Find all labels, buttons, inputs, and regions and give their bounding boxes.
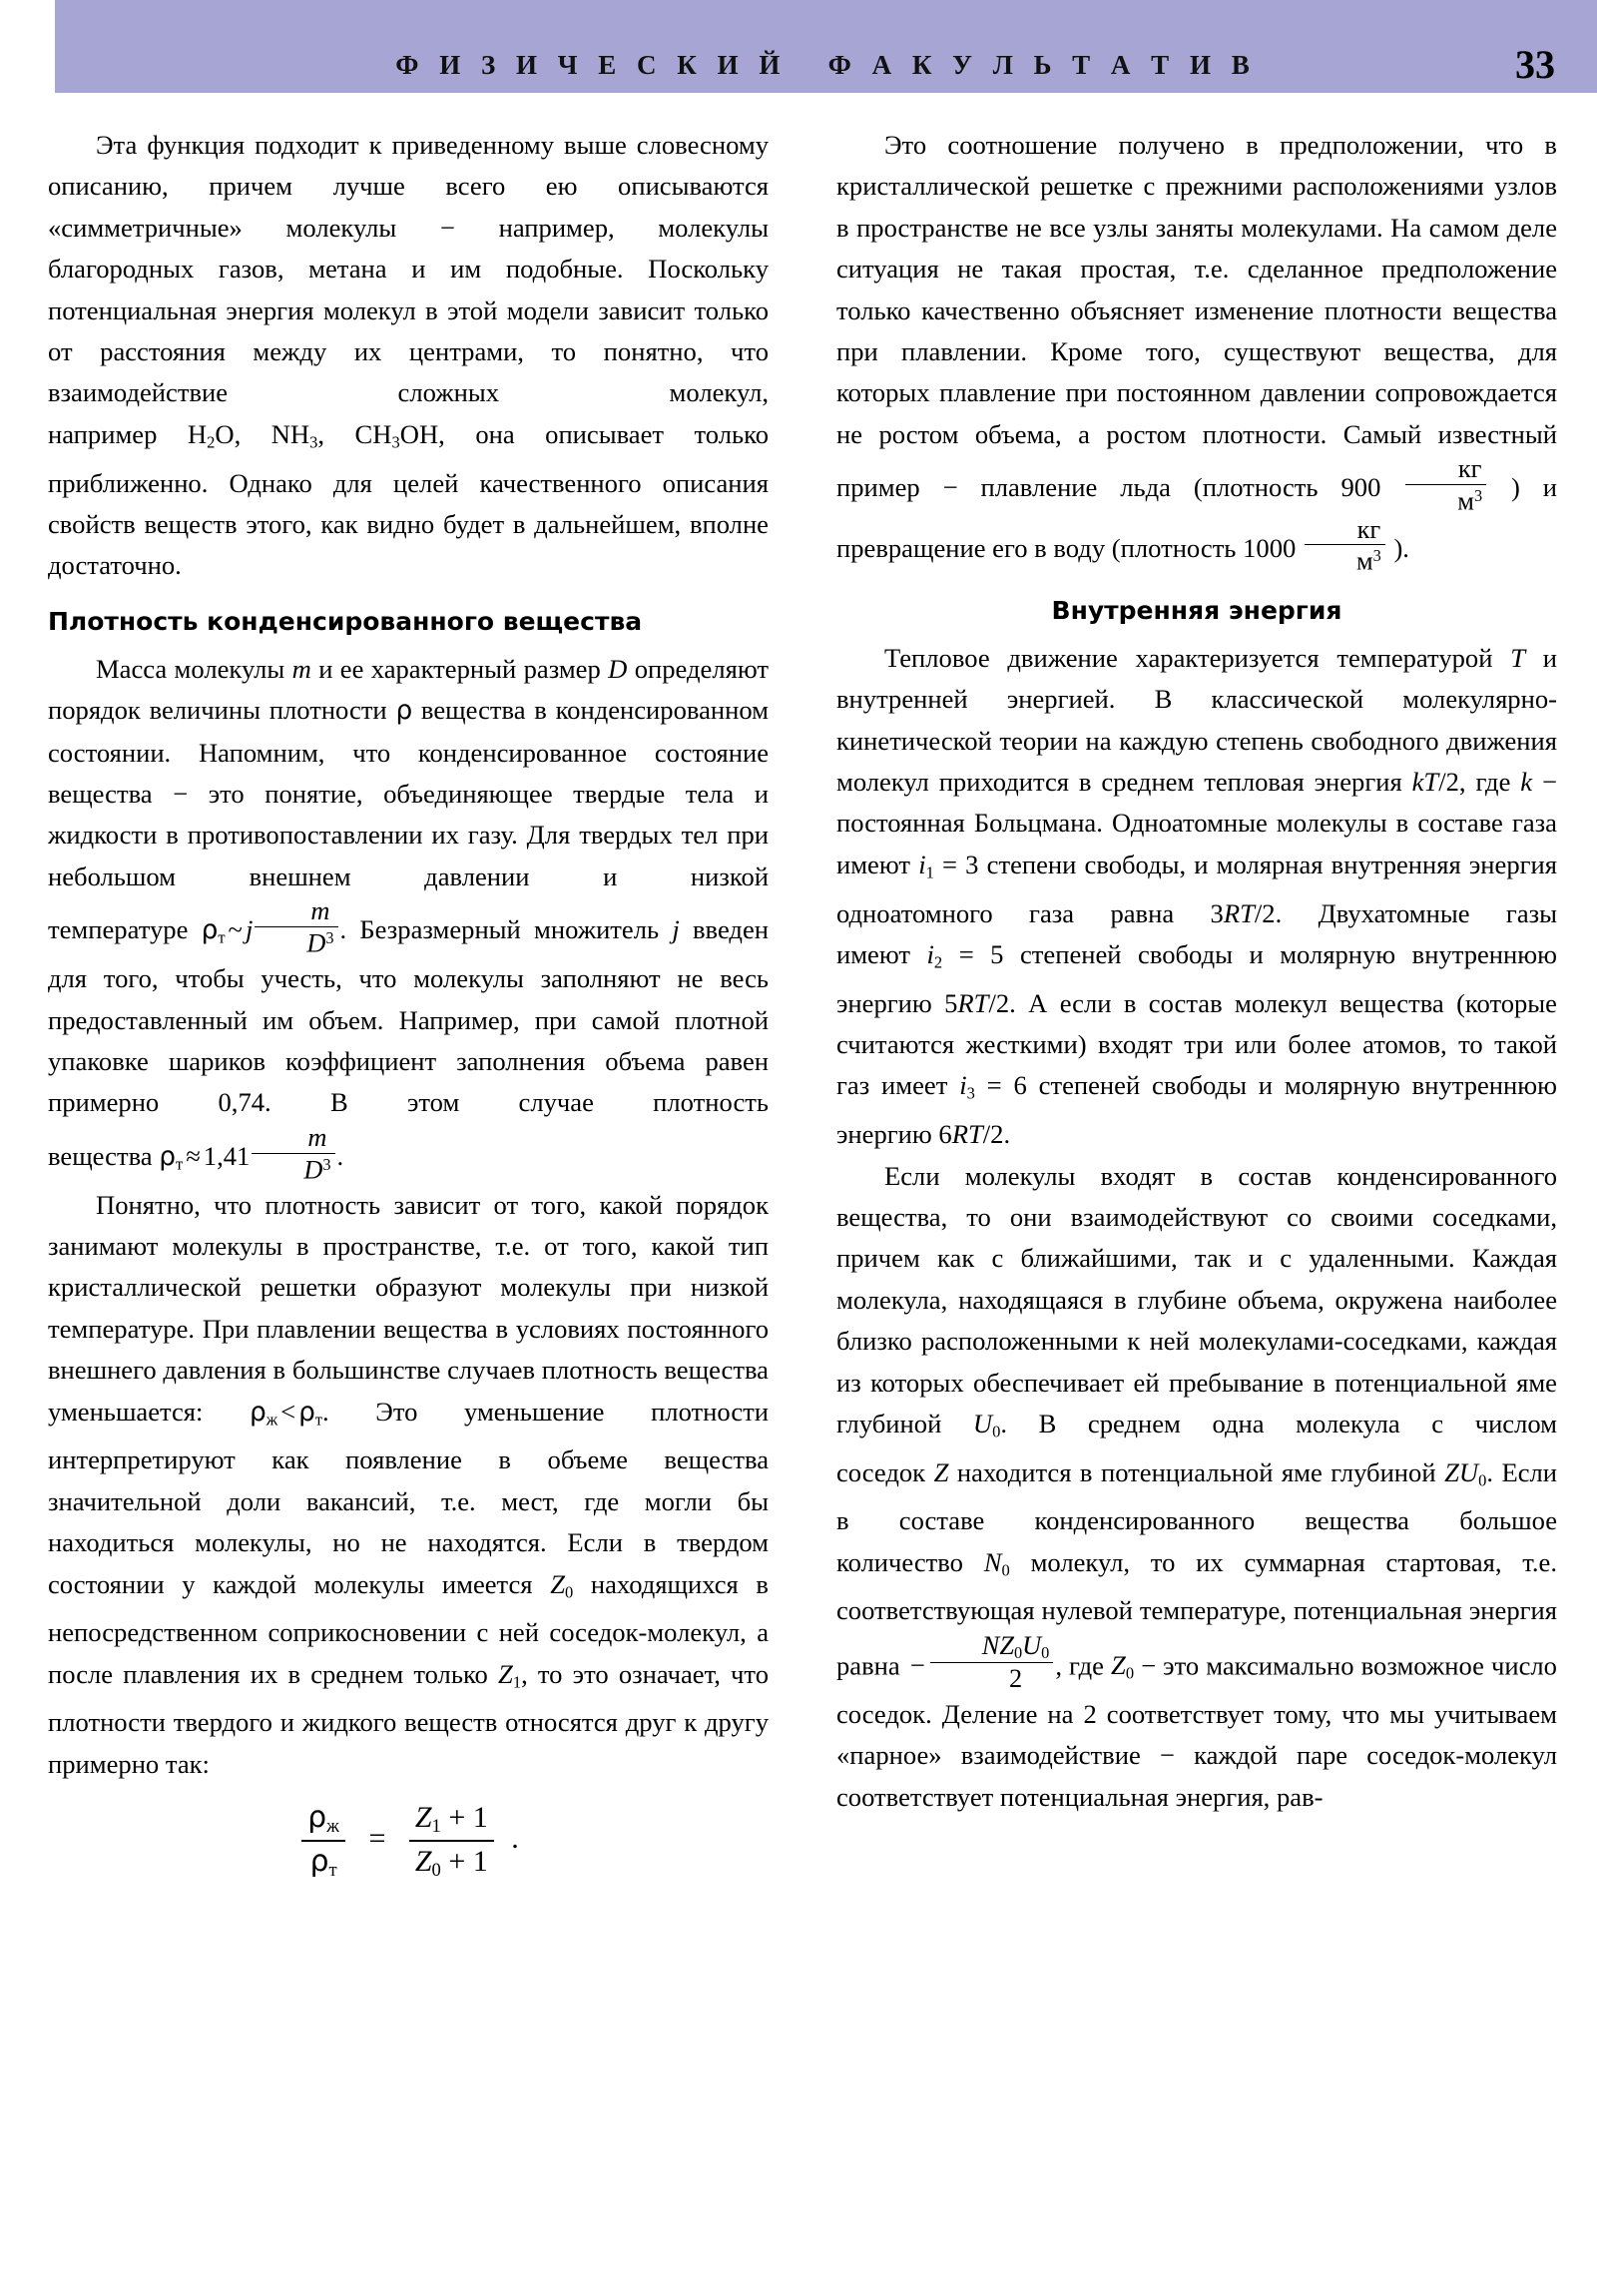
equation2-fraction-numerator: m bbox=[252, 1124, 334, 1154]
formula-nh3-nh: NH bbox=[270, 418, 310, 449]
variable-U0-subscript: 0 bbox=[992, 1422, 1001, 1441]
formula-nh3 bbox=[241, 418, 318, 452]
equation-kT2-T: T bbox=[1423, 767, 1439, 798]
page-header-title: Ф И З И Ч Е С К И Й Ф А К У Л Ь Т А Т И В bbox=[395, 50, 1257, 80]
equation-6RT2-two: 2 bbox=[990, 1119, 1004, 1150]
variable-Z1-letter: Z bbox=[498, 1658, 513, 1689]
variable-D: D bbox=[608, 653, 628, 684]
equation-i1-equals-3 bbox=[918, 849, 979, 882]
expression-num-U-subscript: 0 bbox=[1041, 1643, 1050, 1663]
equation2-rho-subscript: т bbox=[175, 1154, 184, 1174]
paragraph-density-text-a: Масса молекулы bbox=[96, 653, 285, 684]
equation-i3-equals-6 bbox=[959, 1070, 1027, 1103]
inequality-rho-liquid: ρ bbox=[250, 1397, 266, 1428]
paragraph-thermal-text-f: . Двухатомные газы имеют bbox=[836, 897, 1557, 969]
paragraph-thermal-motion bbox=[836, 638, 1557, 1156]
paragraph-density-text-c: определяют порядок величины плотности bbox=[48, 653, 769, 726]
equation2-coefficient: 1,41 bbox=[203, 1140, 251, 1171]
paragraph-thermal-text-j: . bbox=[1003, 1119, 1011, 1150]
equation2-fraction-m-over-D3 bbox=[252, 1124, 334, 1184]
variable-Z0-ref-letter: Z bbox=[1111, 1650, 1126, 1681]
equation-kT2-k: k bbox=[1411, 767, 1424, 798]
unit-m3-denominator bbox=[1405, 485, 1486, 515]
equation-5RT-over-2 bbox=[944, 988, 1009, 1018]
paragraph-intro: Эта функция подходит к приведенному выше словесному описанию, причем лучше всего ею описываются «симметричные» молекулы − например, молекулы благородных газов, метана и им подобные. Поскольку потенциальная энергия молекул в этой модели зависит только от расстояния между их центрами, то понятно, что взаимодействие сложных молекул, например $H_2O$, $NH_3$, $CH_3OH$, она описывает только приближенно. Однако для целей качественного описания свойств веществ этого, как видно будет в дальнейшем, вполне достаточно. bbox=[48, 130, 769, 581]
paragraph-relation-text: Это соотношение получено в предположении, что в кристаллической решетке с прежними расположениями узлов в пространстве не все узлы заняты молекулами. На самом деле ситуация не такая простая, т.е. сделанное предположение только качественно объясняет изменение плотности вещества при плавлении. Кроме того, существуют вещества, для которых плавление при постоянном давлении сопровождается не ростом объема, а ростом плотности. Самый известный пример − плавление льда (плотность bbox=[836, 130, 1557, 503]
equation-i2-value: = 5 bbox=[958, 938, 1004, 969]
paragraph-condensed-text-c: находится в потенциальной яме глубиной bbox=[956, 1456, 1436, 1487]
fraction-numerator-m: m bbox=[255, 897, 337, 927]
paragraph-thermal-text-h: . А если в состав молекул вещества (которые считаются жесткими) входят три или более атомов, то такой газ имеет bbox=[836, 987, 1557, 1101]
inequality-rho-liquid-subscript: ж bbox=[266, 1409, 278, 1429]
page-header-band bbox=[55, 0, 1597, 93]
expression-num-Z: Z bbox=[999, 1630, 1014, 1660]
equation-5RT2-five: 5 bbox=[944, 987, 958, 1018]
paragraph-density-text-b: и ее характерный размер bbox=[318, 653, 601, 684]
variable-i3-letter: i bbox=[959, 1070, 967, 1101]
variable-Z0-letter: Z bbox=[550, 1568, 565, 1599]
paragraph-density-text-f: введен для того, чтобы учесть, что молекулы заполняют не весь предоставленный им объем. Например, при самой плотной упаковке шариков коэффициент заполнения объема равен примерно 0,74. В этом случае плотность вещества bbox=[48, 914, 769, 1171]
unit-m-letter-2: м bbox=[1355, 546, 1373, 576]
equation-i2-equals-5 bbox=[926, 938, 1004, 972]
paragraph-density-text-e: . Безразмерный множитель bbox=[339, 914, 660, 945]
formula-h2o-subscript: 2 bbox=[207, 432, 216, 452]
variable-Z1-inline bbox=[498, 1659, 521, 1689]
unit-m-exponent: 3 bbox=[1473, 486, 1483, 506]
display-eq-period: . bbox=[511, 1822, 519, 1856]
expression-fraction-numerator bbox=[930, 1632, 1054, 1664]
equation2-den-D: D bbox=[303, 1155, 323, 1185]
variable-N0-subscript: 0 bbox=[1001, 1560, 1010, 1580]
unit-kg-numerator-2: кг bbox=[1305, 516, 1385, 546]
equation-6RT2-R: R bbox=[951, 1119, 968, 1150]
paragraph-relation-text-mid: ) и превращение его в воду (плотность bbox=[836, 472, 1557, 563]
expression-minus-sign: − bbox=[909, 1650, 925, 1681]
paragraph-lattice-text-c: находящихся в непосредственном соприкосновении с ней соседок-молекул, а после плавления их в среднем только bbox=[48, 1568, 769, 1689]
fraction-denominator-D3 bbox=[255, 927, 337, 957]
equation-5RT2-two: 2 bbox=[995, 987, 1010, 1018]
unit-kg-per-m3-water bbox=[1305, 516, 1385, 576]
paragraph-condensed bbox=[836, 1156, 1557, 1819]
equation-rho-subscript: т bbox=[218, 927, 226, 947]
equation2-den-exponent: 3 bbox=[322, 1154, 331, 1174]
variable-i2-subscript: 2 bbox=[933, 952, 943, 972]
variable-i3-subscript: 3 bbox=[966, 1083, 975, 1103]
paragraph-thermal-text-d: − постоянная Больцмана. Одноатомные молекулы в составе газа имеют bbox=[836, 767, 1557, 879]
display-eq-lhs-den-sub: т bbox=[328, 1859, 337, 1881]
variable-Z1-subscript: 1 bbox=[512, 1671, 522, 1691]
variable-rho: ρ bbox=[395, 696, 413, 727]
display-eq-rhs-den-sub: 0 bbox=[431, 1859, 441, 1881]
variable-U0-letter: U bbox=[972, 1409, 993, 1438]
equation2-approx-operator: ≈ bbox=[186, 1140, 201, 1171]
expression-ZU0 bbox=[1444, 1457, 1486, 1487]
equation-6RT2-slash: / bbox=[982, 1119, 991, 1150]
expression-minus-NZ0U0-over-2 bbox=[907, 1630, 1056, 1694]
value-water-density bbox=[1243, 514, 1387, 576]
equation-kT2-slash: / bbox=[1438, 767, 1446, 798]
variable-N0-inline bbox=[983, 1546, 1010, 1580]
unit-kg-per-m3-ice bbox=[1405, 455, 1486, 515]
formula-nh3-subscript: 3 bbox=[309, 432, 318, 452]
display-eq-lhs-num-rho: ρ bbox=[307, 1800, 327, 1836]
formula-h2o-h: H bbox=[187, 418, 208, 449]
inequality-rho-liquid-lt-solid bbox=[250, 1397, 322, 1427]
left-text-column bbox=[48, 125, 769, 1887]
equation-tilde-operator: ~ bbox=[228, 914, 243, 945]
formula-ch3oh-oh: OH bbox=[399, 418, 439, 449]
expression-num-N: N bbox=[981, 1630, 1000, 1660]
display-eq-lhs-num-sub: ж bbox=[326, 1816, 339, 1838]
variable-Z0-ref-subscript: 0 bbox=[1125, 1663, 1135, 1683]
display-eq-equals-sign: = bbox=[368, 1822, 386, 1856]
variable-i1-subscript: 1 bbox=[925, 862, 934, 882]
fraction-den-exponent: 3 bbox=[325, 928, 334, 948]
equation-rho-t-approx bbox=[159, 1122, 336, 1185]
equation-3RT2-three: 3 bbox=[1210, 897, 1224, 928]
equation-6RT2-six: 6 bbox=[938, 1119, 952, 1150]
formula-h2o bbox=[157, 418, 235, 452]
display-eq-rhs-num-sub: 1 bbox=[431, 1816, 441, 1838]
unit-kg-numerator: кг bbox=[1405, 455, 1486, 485]
equation2-fraction-denominator bbox=[252, 1154, 334, 1184]
equation-j-factor: j bbox=[245, 914, 254, 945]
paragraph-thermal-text-g: степеней свободы и молярную внутреннюю энергию bbox=[836, 938, 1558, 1018]
paragraph-relation-text-end: ). bbox=[1393, 532, 1409, 563]
equation-kT-over-2 bbox=[1412, 767, 1459, 797]
paragraph-thermal-text-c: , где bbox=[1458, 767, 1511, 798]
display-eq-rhs-denominator bbox=[409, 1842, 494, 1882]
equation-rho-symbol: ρ bbox=[201, 915, 219, 946]
expression-ZU0-U: U bbox=[1458, 1456, 1479, 1487]
paragraph-relation bbox=[836, 125, 1557, 576]
variable-i1-letter: i bbox=[918, 849, 926, 879]
equation-i1-value: = 3 bbox=[942, 849, 979, 879]
paragraph-condensed-text-e: молекул, то их суммарная стартовая, т.е. соответствующая нулевой температуре, потенциальная энергия равна bbox=[836, 1546, 1557, 1681]
display-eq-rhs-den-Z: Z bbox=[414, 1844, 432, 1878]
paragraph-thermal-text-i: степеней свободы и молярную внутреннюю энергию bbox=[836, 1070, 1557, 1150]
display-eq-lhs-numerator bbox=[301, 1801, 345, 1842]
display-eq-rhs-num-Z: Z bbox=[414, 1801, 432, 1835]
equation-5RT2-slash: / bbox=[988, 987, 996, 1018]
formula-ch3oh-subscript: 3 bbox=[391, 432, 400, 452]
paragraph-thermal-text-a: Тепловое движение характеризуется температурой bbox=[884, 642, 1493, 673]
equation-3RT-over-2 bbox=[1211, 898, 1276, 928]
inequality-rho-solid-subscript: т bbox=[314, 1409, 323, 1429]
variable-Z: Z bbox=[933, 1456, 949, 1487]
display-eq-rhs-fraction bbox=[409, 1801, 494, 1881]
variable-T: T bbox=[1510, 642, 1525, 673]
variable-Z0-subscript: 0 bbox=[564, 1581, 574, 1601]
paragraph-condensed-text-b: . В среднем одна молекула с числом соседок bbox=[836, 1409, 1557, 1487]
page-number: 33 bbox=[1515, 42, 1555, 87]
equation-kT2-two: 2 bbox=[1445, 767, 1459, 798]
equation2-rho-symbol: ρ bbox=[159, 1141, 176, 1172]
variable-m: m bbox=[291, 653, 311, 684]
value-ice-density-number: 900 bbox=[1340, 472, 1381, 503]
formula-ch3oh-ch: CH bbox=[354, 418, 392, 449]
display-eq-rhs-num-tail: + 1 bbox=[448, 1801, 488, 1835]
equation-5RT2-T: T bbox=[973, 987, 989, 1018]
inequality-less-than: < bbox=[280, 1396, 296, 1427]
equation-3RT2-slash: / bbox=[1254, 897, 1263, 928]
equation-i3-value: = 6 bbox=[986, 1070, 1027, 1101]
expression-ZU0-Z: Z bbox=[1444, 1456, 1459, 1487]
paragraph-thermal-text-b: и внутренней энергией. В классической молекулярно-кинетической теории на каждую степень свободного движения молекул приходится в среднем тепловая энергия bbox=[836, 642, 1557, 798]
expression-fraction-denominator: 2 bbox=[1008, 1664, 1023, 1694]
paragraph-lattice-text-b: . Это уменьшение плотности интерпретируют как появление в объеме вещества значительной доли вакансий, т.е. мест, где могли бы находиться молекулы, но не находятся. Если в твердом состоянии у каждой молекулы имеется bbox=[48, 1396, 769, 1599]
paragraph-lattice-text-d: , то это означает, что плотности твердого и жидкого веществ относятся друг к другу примерно так: bbox=[48, 1658, 769, 1779]
display-eq-rhs-numerator bbox=[409, 1801, 494, 1842]
right-text-column bbox=[836, 125, 1557, 1818]
equation-fraction-m-over-D3 bbox=[255, 897, 337, 957]
display-eq-lhs-den-rho: ρ bbox=[309, 1843, 329, 1879]
paragraph-density-text-g: . bbox=[336, 1140, 344, 1171]
variable-U0-inline bbox=[972, 1409, 1001, 1441]
equation-3RT2-T: T bbox=[1240, 897, 1255, 928]
display-eq-lhs-fraction bbox=[301, 1801, 345, 1881]
paragraph-condensed-text-d: . Если в составе конденсированного вещества большое количество bbox=[836, 1456, 1558, 1577]
variable-k: k bbox=[1520, 767, 1533, 798]
expression-fraction-NZ0U0-2 bbox=[930, 1632, 1054, 1693]
variable-N0-letter: N bbox=[983, 1546, 1002, 1577]
paragraph-condensed-text-a: Если молекулы входят в состав конденсированного вещества, то они взаимодействуют со своими соседками, причем как с ближайшими, так и с удаленными. Каждая молекула, находящаяся в глубине объема, окружена наиболее близко расположенными к ней молекулами-соседками, каждая из которых обеспечивает ей пребывание в потенциальной яме глубиной bbox=[836, 1160, 1557, 1438]
inequality-rho-solid: ρ bbox=[298, 1397, 315, 1428]
value-ice-density bbox=[1340, 454, 1488, 516]
paragraph-thermal-text-e: степени свободы, и молярная внутренняя энергия одноатомного газа равна bbox=[836, 849, 1558, 928]
equation-3RT2-two: 2 bbox=[1262, 897, 1276, 928]
expression-num-Z-subscript: 0 bbox=[1013, 1643, 1023, 1663]
display-equation-density-ratio bbox=[48, 1801, 769, 1881]
paragraph-condensed-text-g: − это максимально возможное число соседок. Деление на 2 соответствует тому, что мы учитываем «парное» взаимодействие − каждой паре соседок-молекул соответствует потенциальная энергия, рав- bbox=[836, 1650, 1557, 1812]
paragraph-density-text-d: вещества в конденсированном состоянии. Напомним, что конденсированное состояние вещества − это понятие, объединяющее твердые тела и жидкости в противопоставлении их газу. Для твердых тел при небольшом внешнем давлении и низкой температуре bbox=[48, 695, 769, 945]
page-content bbox=[0, 93, 1597, 2296]
formula-h2o-o: O bbox=[215, 418, 235, 449]
equation-3RT2-R: R bbox=[1223, 897, 1241, 928]
equation-6RT2-T: T bbox=[967, 1119, 983, 1150]
equation-rho-t-prop bbox=[201, 896, 340, 958]
paragraph-intro-text-b: , она описывает только приближенно. Однако для целей качественного описания свойств веществ этого, как видно будет в дальнейшем, вполне достаточно. bbox=[48, 418, 769, 581]
display-eq-lhs-denominator bbox=[301, 1842, 345, 1882]
paragraph-lattice-text-a: Понятно, что плотность зависит от того, какой порядок занимают молекулы в пространстве, т.е. от того, какой тип кристаллической решетки образуют молекулы при низкой температуре. При плавлении вещества в условиях постоянного внешнего давления в большинстве случаев плотность вещества уменьшается: bbox=[48, 1189, 769, 1427]
section-heading-internal-energy: Внутренняя энергия bbox=[1051, 595, 1342, 625]
expression-ZU0-subscript: 0 bbox=[1478, 1469, 1487, 1489]
expression-num-U: U bbox=[1022, 1630, 1042, 1660]
display-eq-rhs-den-tail: + 1 bbox=[448, 1844, 488, 1878]
unit-m3-denominator-2 bbox=[1305, 545, 1385, 575]
paragraph-lattice bbox=[48, 1185, 769, 1786]
unit-m-exponent-2: 3 bbox=[1372, 546, 1381, 566]
value-water-density-number: 1000 bbox=[1243, 532, 1297, 563]
paragraph-intro-text-a: Эта функция подходит к приведенному выше словесному описанию, причем лучше всего ею описываются «симметричные» молекулы − например, молекулы благородных газов, метана и им подобные. Поскольку потенциальная энергия молекул в этой модели зависит только от расстояния между их центрами, то понятно, что взаимодействие сложных молекул, например bbox=[48, 130, 769, 449]
formula-ch3oh bbox=[324, 418, 439, 452]
section-heading-density: Плотность конденсированного вещества bbox=[48, 606, 643, 636]
fraction-den-D: D bbox=[306, 928, 326, 958]
variable-j: j bbox=[672, 914, 680, 945]
equation-6RT-over-2 bbox=[938, 1119, 1003, 1149]
variable-Z0-inline bbox=[550, 1569, 573, 1599]
unit-m-letter: м bbox=[1457, 486, 1474, 516]
equation-5RT2-R: R bbox=[957, 987, 974, 1018]
paragraph-density bbox=[48, 649, 769, 1185]
variable-Z0-reference bbox=[1111, 1650, 1135, 1683]
paragraph-condensed-text-f: , где bbox=[1055, 1650, 1104, 1681]
variable-i2-letter: i bbox=[926, 938, 934, 969]
